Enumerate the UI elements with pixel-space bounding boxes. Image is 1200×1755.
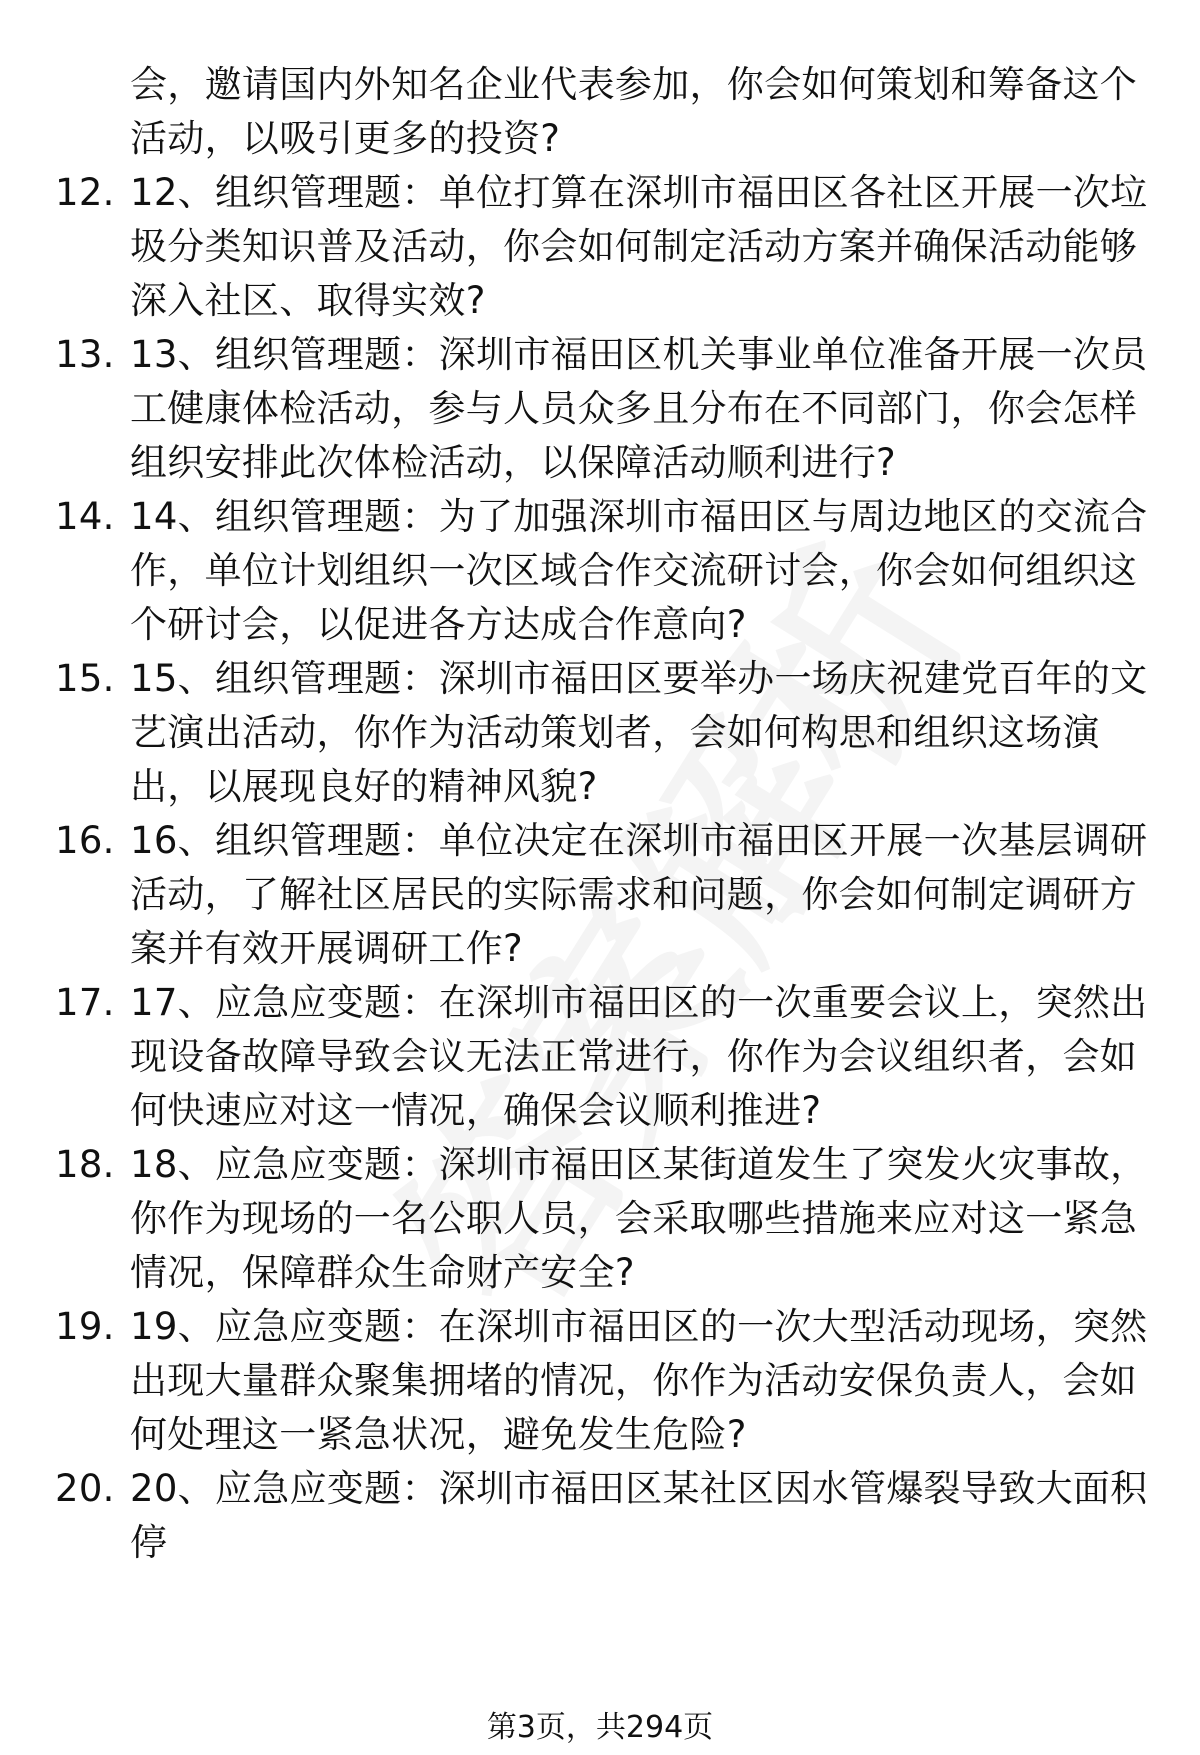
question-item-18 [55,1138,1150,1300]
question-number: 17. [55,981,115,1024]
question-text: 15、组织管理题：深圳市福田区要举办一场庆祝建党百年的文艺演出活动，你作为活动策划者，会如何构思和组织这场演出，以展现良好的精神风貌? [130,657,1148,808]
question-number: 20. [55,1467,115,1510]
question-text: 18、应急应变题：深圳市福田区某街道发生了突发火灾事故，你作为现场的一名公职人员，会采取哪些措施来应对这一紧急情况，保障群众生命财产安全? [130,1143,1148,1294]
question-number: 15. [55,657,115,700]
question-item-15 [55,652,1150,814]
question-number: 18. [55,1143,115,1186]
question-item-13 [55,328,1150,490]
question-item-12 [55,166,1150,328]
question-item-19 [55,1300,1150,1462]
question-item-14 [55,490,1150,652]
question-item-16 [55,814,1150,976]
continued-question-text: 会，邀请国内外知名企业代表参加，你会如何策划和筹备这个活动，以吸引更多的投资? [130,63,1138,160]
question-text: 12、组织管理题：单位打算在深圳市福田区各社区开展一次垃圾分类知识普及活动，你会如何制定活动方案并确保活动能够深入社区、取得实效? [130,171,1148,322]
question-text: 16、组织管理题：单位决定在深圳市福田区开展一次基层调研活动，了解社区居民的实际需求和问题，你会如何制定调研方案并有效开展调研工作? [130,819,1148,970]
question-text: 14、组织管理题：为了加强深圳市福田区与周边地区的交流合作，单位计划组织一次区域合作交流研讨会，你会如何组织这个研讨会，以促进各方达成合作意向? [130,495,1148,646]
question-text: 13、组织管理题：深圳市福田区机关事业单位准备开展一次员工健康体检活动，参与人员众多且分布在不同部门，你会怎样组织安排此次体检活动，以保障活动顺利进行? [130,333,1148,484]
question-number: 16. [55,819,115,862]
question-number: 14. [55,495,115,538]
question-item-20 [55,1462,1150,1570]
question-number: 19. [55,1305,115,1348]
question-text: 17、应急应变题：在深圳市福田区的一次重要会议上，突然出现设备故障导致会议无法正常进行，你作为会议组织者，会如何快速应对这一情况，确保会议顺利推进? [130,981,1148,1132]
question-number: 12. [55,171,115,214]
question-number: 13. [55,333,115,376]
question-text: 19、应急应变题：在深圳市福田区的一次大型活动现场，突然出现大量群众聚集拥堵的情况，你作为活动安保负责人，会如何处理这一紧急状况，避免发生危险? [130,1305,1148,1456]
question-text: 20、应急应变题：深圳市福田区某社区因水管爆裂导致大面积停 [130,1467,1148,1564]
page-footer: 第3页，共294页 [486,1710,714,1745]
question-item-17 [55,976,1150,1138]
